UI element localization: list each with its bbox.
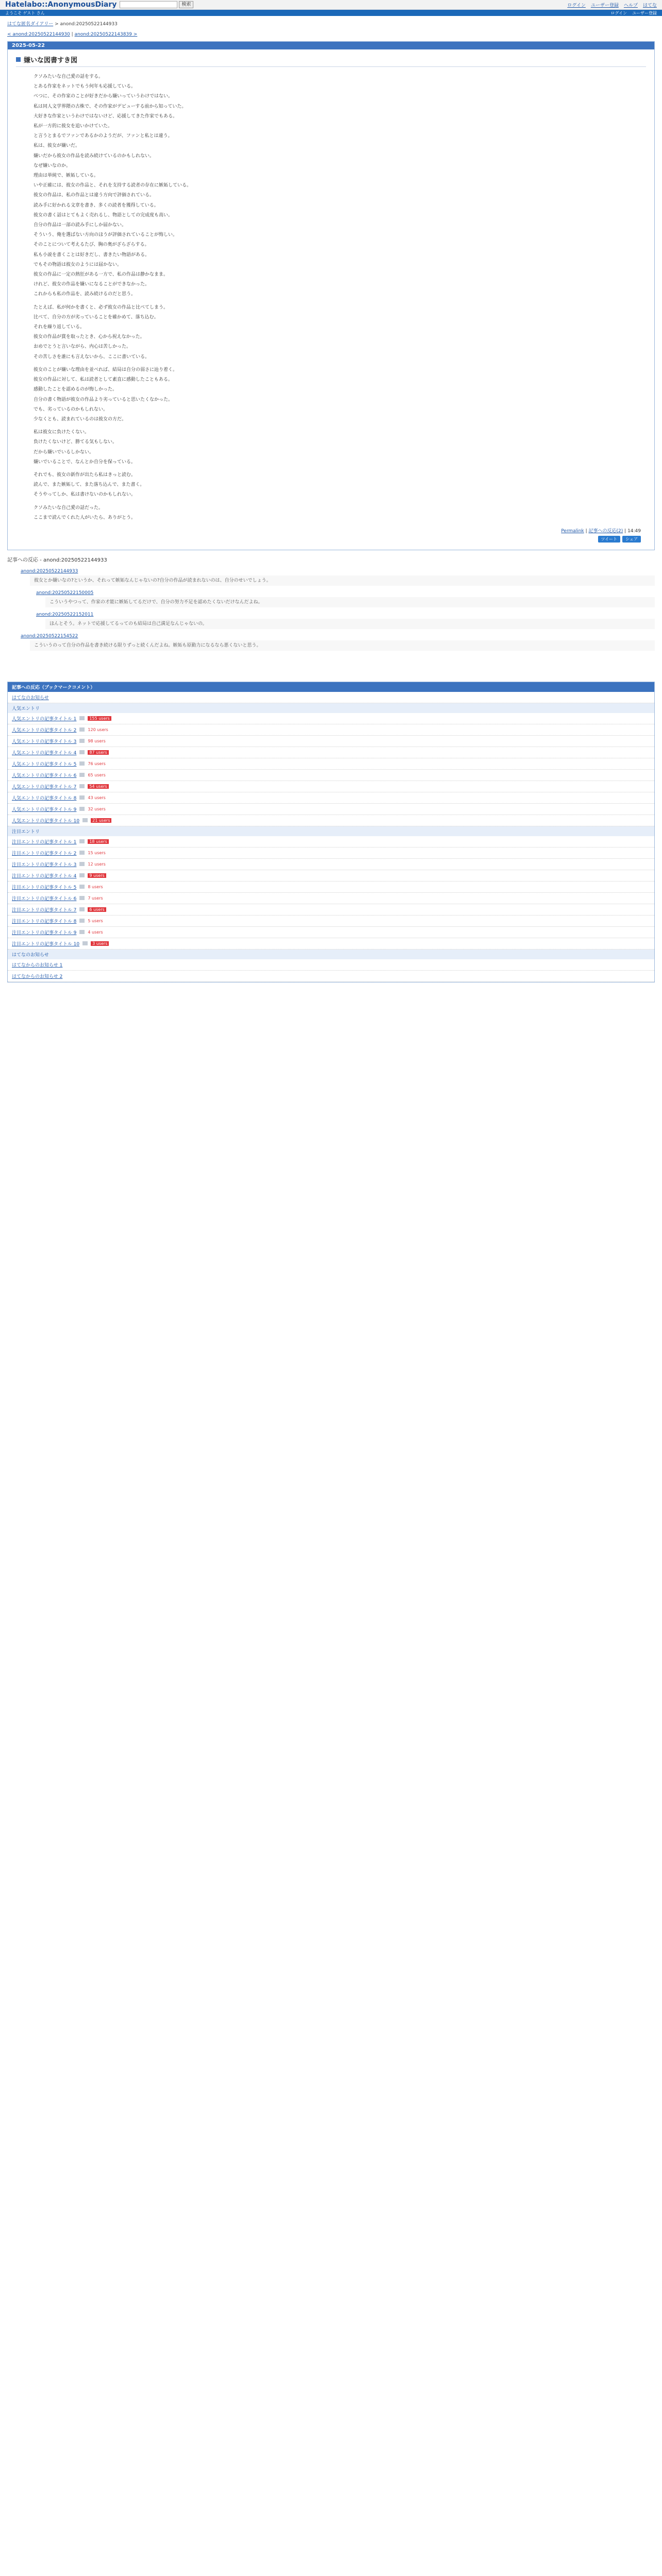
header-links — [567, 2, 657, 8]
bookmark-row-link[interactable]: 注目エントリの記事タイトル 2 — [12, 851, 77, 856]
bookmark-box-link-row — [8, 692, 654, 703]
entry-paragraph: けれど、彼女の作品を嫌いになることができなかった。 — [34, 282, 150, 287]
bookmark-icon — [82, 941, 88, 945]
register-link[interactable]: ユーザー登録 — [590, 3, 619, 8]
trackback-snippet: こういうやつって、作家の才能に嫉妬してるだけで、自分の努力不足を認めたくないだけなんだよね。 — [45, 597, 655, 607]
entry-paragraph: 負けたくないけど、勝てる気もしない。 — [34, 439, 118, 445]
bookmark-row-link[interactable]: 人気エントリの記事タイトル 6 — [12, 773, 77, 778]
trackback-title-link[interactable]: anond:20250522150005 — [36, 590, 94, 596]
welcome-text: ようこそ ゲスト さん — [5, 10, 45, 15]
trackback-item — [21, 567, 655, 586]
bookmark-icon — [79, 896, 85, 900]
bookmark-row-link[interactable]: 人気エントリの記事タイトル 9 — [12, 807, 77, 812]
bookmark-icon — [79, 851, 85, 855]
trackback-snippet: 彼女とか嫌いなの?というか、それって嫉妬なんじゃないの?自分の作品が読まれないのは、自分のせいでしょう。 — [30, 575, 655, 586]
bookmark-row — [8, 859, 654, 870]
bookmark-row — [8, 713, 654, 724]
entry-paragraph: 彼女の作品に一定の熱狂がある一方で、私の作品は静かなまま。 — [34, 272, 168, 278]
entry-paragraph: 彼女の作品に対して、私は読者として素直に感動したこともある。 — [34, 377, 173, 383]
bookmark-icon — [79, 739, 85, 743]
bookmark-icon — [79, 873, 85, 877]
bookmark-row — [8, 724, 654, 736]
bookmark-icon — [79, 761, 85, 766]
bookmark-row — [8, 747, 654, 758]
bookmark-icon — [79, 807, 85, 811]
bookmark-count[interactable]: 76 users — [88, 761, 106, 766]
next-entry-link[interactable]: anond:20250522143839 > — [74, 32, 138, 37]
bookmark-count[interactable]: 43 users — [88, 795, 106, 800]
breadcrumb-current: anond:20250522144933 — [60, 22, 118, 27]
bookmark-count[interactable]: 87 users — [88, 750, 108, 755]
news-list — [8, 959, 654, 982]
bookmark-count[interactable]: 3 users — [91, 941, 109, 946]
entry-paragraph: これからも私の作品を、読み続けるのだと思う。 — [34, 292, 136, 297]
bookmark-row — [8, 959, 654, 971]
hot-heading: 注目エントリ — [8, 826, 654, 836]
entry-paragraph: と言うとまるでファンであるかのようだが、ファンと私とは違う。 — [34, 133, 173, 139]
breadcrumb-home[interactable]: はてな匿名ダイアリー — [7, 22, 54, 27]
bookmark-row — [8, 938, 654, 950]
bookmark-count[interactable]: 120 users — [88, 727, 108, 732]
entry-paragraph: ここまで読んでくれた人がいたら、ありがとう。 — [34, 515, 136, 520]
tweet-button[interactable]: ツイート — [598, 536, 621, 543]
entry-paragraph: クソみたいな自己愛の話をする。 — [34, 74, 104, 79]
site-logo[interactable]: Hatelabo::AnonymousDiary — [5, 1, 117, 9]
trackback-title-link[interactable]: anond:20250522154522 — [21, 633, 78, 639]
entry-body — [16, 72, 646, 523]
bookmark-box-link[interactable]: はてなのお知らせ — [12, 695, 49, 701]
bookmark-row-link[interactable]: 注目エントリの記事タイトル 7 — [12, 907, 77, 913]
bookmark-row-link[interactable]: 注目エントリの記事タイトル 8 — [12, 919, 77, 924]
trackback-list — [21, 567, 655, 651]
bookmark-row-link[interactable]: 人気エントリの記事タイトル 5 — [12, 761, 77, 767]
bookmark-row-link[interactable]: 人気エントリの記事タイトル 2 — [12, 727, 77, 733]
bookmark-icon — [79, 716, 85, 720]
bookmark-row-link[interactable]: はてなからのお知らせ 1 — [12, 962, 63, 968]
bookmark-count[interactable]: 155 users — [88, 716, 111, 721]
bookmark-icon — [82, 818, 88, 822]
bookmark-count[interactable]: 9 users — [88, 873, 106, 878]
bookmark-icon — [79, 907, 85, 911]
bookmark-row-link[interactable]: 注目エントリの記事タイトル 6 — [12, 896, 77, 902]
entry-paragraph: 彼女の書く話はとてもよく売れるし、物語としての完成度も高い。 — [34, 212, 173, 218]
trackback-snippet: ほんとそう。ネットで応援してるってのも結局は自己満足なんじゃないの。 — [45, 619, 655, 629]
bookmark-row-link[interactable]: はてなからのお知らせ 2 — [12, 974, 63, 979]
bookmark-row-link[interactable]: 注目エントリの記事タイトル 5 — [12, 885, 77, 890]
entry-title-text: 嫌いな図書すき図 — [24, 57, 78, 64]
bookmark-row — [8, 770, 654, 781]
bookmark-row-link[interactable]: 人気エントリの記事タイトル 1 — [12, 716, 77, 722]
entry-paragraph: 私は、彼女が嫌いだ。 — [34, 143, 80, 149]
bookmark-row-link[interactable]: 注目エントリの記事タイトル 1 — [12, 839, 77, 845]
bookmark-row — [8, 882, 654, 893]
entry-paragraph: とある作家をネットでもう何年も応援している。 — [34, 84, 136, 90]
trackback-snippet: こういうのって自分の作品を書き続ける限りずっと続くんだよね。嫉妬も原動力になるなら悪くないと思う。 — [30, 640, 655, 651]
bookmark-icon — [79, 839, 85, 843]
permalink[interactable]: Permalink — [561, 528, 584, 534]
trackbacks-heading: 記事への反応 - anond:20250522144933 — [7, 557, 107, 563]
bookmark-row — [8, 836, 654, 848]
bookmark-row — [8, 927, 654, 938]
search-input[interactable] — [120, 1, 177, 8]
bookmark-row — [8, 792, 654, 804]
bookmark-row-link[interactable]: 人気エントリの記事タイトル 3 — [12, 739, 77, 744]
bookmark-row — [8, 971, 654, 982]
entry-paragraph: 比べて、自分の方が劣っていることを確かめて、落ち込む。 — [34, 314, 159, 320]
entry-paragraph: 嫌いでいることで、なんとか自分を保っている。 — [34, 459, 136, 465]
bookmark-icon — [79, 727, 85, 732]
subbar-login[interactable]: ログイン — [610, 10, 627, 15]
entry-paragraph: でも、劣っているのかもしれない。 — [34, 406, 108, 412]
share-button[interactable]: シェア — [622, 536, 641, 543]
help-link[interactable]: ヘルプ — [623, 3, 638, 8]
bookmark-row — [8, 736, 654, 747]
entry-time: 14:49 — [627, 528, 641, 534]
bookmark-count[interactable]: 6 users — [88, 907, 106, 912]
entry-paragraph: そういう、俺を選ばない方向のほうが評価されていることが悔しい。 — [34, 232, 178, 238]
entry-title — [16, 55, 646, 67]
entry-paragraph: なぜ嫌いなのか。 — [34, 163, 71, 168]
search-button[interactable]: 検索 — [179, 1, 193, 8]
entry — [8, 49, 654, 550]
entry-paragraph: 読んで、また嫉妬して、また落ち込んで、また書く。 — [34, 482, 145, 488]
hot-list — [8, 836, 654, 950]
subbar-register[interactable]: ユーザー登録 — [632, 10, 657, 15]
entry-paragraph: だから嫌いでいるしかない。 — [34, 449, 94, 455]
entry-paragraph: 私が一方的に彼女を追いかけていた。 — [34, 124, 113, 129]
square-bullet-icon — [16, 57, 21, 62]
bookmark-count[interactable]: 12 users — [88, 861, 106, 867]
bookmark-icon — [79, 784, 85, 788]
entry-paragraph: いや正確には、彼女の作品と、それを支持する読者の存在に嫉妬している。 — [34, 183, 192, 189]
bookmark-row-link[interactable]: 人気エントリの記事タイトル 8 — [12, 795, 77, 801]
entry-paragraph: おめでとうと言いながら、内心は苦しかった。 — [34, 344, 131, 350]
news-heading: はてなのお知らせ — [8, 950, 654, 959]
entry-paragraph: でもその物語は彼女のようには届かない。 — [34, 262, 122, 267]
bookmark-icon — [79, 862, 85, 866]
bookmark-row-link[interactable]: 注目エントリの記事タイトル 9 — [12, 930, 77, 936]
reactions-link[interactable]: 記事への反応(2) — [588, 528, 623, 534]
bookmark-row-link[interactable]: 注目エントリの記事タイトル 3 — [12, 862, 77, 868]
bookmark-row — [8, 804, 654, 815]
bookmark-count[interactable]: 65 users — [88, 772, 106, 777]
entry-paragraph: それを繰り返している。 — [34, 325, 85, 330]
bookmark-row — [8, 848, 654, 859]
sub-bar — [0, 10, 662, 16]
entry-paragraph: 嫌いだから彼女の作品を読み続けているのかもしれない。 — [34, 153, 155, 159]
bookmark-count[interactable]: 4 users — [88, 929, 103, 935]
breadcrumb — [0, 16, 662, 28]
bookmark-box — [7, 682, 655, 982]
bookmark-row-link[interactable]: 注目エントリの記事タイトル 10 — [12, 941, 80, 947]
bookmark-row — [8, 758, 654, 770]
hatena-link[interactable]: はてな — [642, 3, 657, 8]
pager-sep: | — [71, 32, 73, 37]
entry-paragraph: 自分の書く物語が彼女の作品より劣っていると思いたくなかった。 — [34, 397, 173, 402]
entry-paragraph: 理由は単純で、嫉妬している。 — [34, 173, 98, 179]
bookmark-row — [8, 781, 654, 792]
bookmark-row — [8, 870, 654, 882]
bookmark-icon — [79, 750, 85, 754]
footer-sep: | — [624, 528, 626, 534]
bookmark-row — [8, 904, 654, 916]
trackback-item — [21, 632, 655, 651]
entry-paragraph: その苦しさを誰にも言えないから、ここに書いている。 — [34, 354, 150, 360]
entry-footer — [16, 523, 646, 535]
popular-list — [8, 713, 654, 826]
bookmark-row-link[interactable]: 人気エントリの記事タイトル 10 — [12, 818, 80, 824]
entry-paragraph: 少なくとも、読まれているのは彼女の方だ。 — [34, 416, 127, 422]
bookmark-count[interactable]: 21 users — [91, 818, 111, 823]
bookmark-count[interactable]: 15 users — [88, 850, 106, 855]
entry-paragraph: そうやってしか、私は書けないのかもしれない。 — [34, 492, 136, 498]
entry-paragraph: 私も小説を書くことは好きだし、書きたい物語がある。 — [34, 252, 150, 258]
bookmark-count[interactable]: 7 users — [88, 895, 103, 901]
bookmark-icon — [79, 930, 85, 934]
bookmark-row-link[interactable]: 人気エントリの記事タイトル 4 — [12, 750, 77, 756]
bookmark-count[interactable]: 5 users — [88, 918, 103, 923]
entry-paragraph: 私は彼女に負けたくない。 — [34, 430, 90, 435]
share-buttons — [16, 535, 646, 547]
bookmark-count[interactable]: 54 users — [88, 784, 108, 789]
entry-paragraph: べつに、その作家のことが好きだから嫌いっていうわけではない。 — [34, 94, 173, 99]
bookmark-icon — [79, 795, 85, 800]
bookmark-icon — [79, 885, 85, 889]
breadcrumb-sep: > — [55, 22, 59, 27]
bookmark-row — [8, 815, 654, 826]
entry-paragraph: たとえば、私が何かを書くと、必ず彼女の作品と比べてしまう。 — [34, 304, 169, 310]
popular-heading: 人気エントリ — [8, 703, 654, 713]
bookmark-icon — [79, 919, 85, 923]
bookmark-count[interactable]: 18 users — [88, 839, 108, 844]
entry-paragraph: 大好きな作家というわけではないけど、応援してきた作家でもある。 — [34, 113, 178, 119]
entry-paragraph: 自分の作品は一部の読み手にしか届かない。 — [34, 223, 127, 228]
bookmark-row — [8, 893, 654, 904]
header-bar — [0, 0, 662, 10]
entry-paragraph: それでも、彼女の新作が出たら私はきっと読む。 — [34, 472, 136, 478]
footer-sep: | — [585, 528, 587, 534]
bookmark-count[interactable]: 32 users — [88, 806, 106, 811]
entry-paragraph: クソみたいな自己愛の話だった。 — [34, 505, 104, 511]
trackback-title-link[interactable]: anond:20250522152011 — [36, 612, 94, 617]
entry-paragraph: 彼女の作品は、私の作品とは違う方向で評価されている。 — [34, 193, 155, 198]
bookmark-count[interactable]: 98 users — [88, 738, 106, 743]
entry-paragraph: 感動したことを認めるのが悔しかった。 — [34, 387, 118, 393]
prev-entry-link[interactable]: < anond:20250522144930 — [7, 32, 70, 37]
bookmark-row — [8, 916, 654, 927]
entry-paragraph: 彼女の作品が賞を取ったとき、心から祝えなかった。 — [34, 334, 145, 340]
day-header: 2025-05-22 — [8, 42, 654, 49]
trackback-item — [36, 589, 655, 607]
entry-paragraph: 読み手に好かれる文章を書き、多くの読者を獲得している。 — [34, 202, 159, 208]
bookmark-row-link[interactable]: 注目エントリの記事タイトル 4 — [12, 873, 77, 879]
trackback-item — [36, 611, 655, 629]
bookmark-count[interactable]: 8 users — [88, 884, 103, 889]
login-link[interactable]: ログイン — [567, 3, 586, 8]
pager — [0, 28, 662, 41]
bookmark-box-header: 記事への反応（ブックマークコメント） — [8, 682, 654, 692]
bookmark-row-link[interactable]: 人気エントリの記事タイトル 7 — [12, 784, 77, 790]
bookmark-icon — [79, 773, 85, 777]
entry-paragraph: 私は同人文学界隈の古株で、その作家がデビューする前から知っていた。 — [34, 104, 187, 109]
diary-container — [7, 41, 655, 550]
entry-paragraph: 彼女のことが嫌いな理由を並べれば、結局は自分の弱さに辿り着く。 — [34, 367, 177, 372]
entry-paragraph: そのことについて考えるたび、胸の奥がざらざらする。 — [34, 242, 150, 248]
trackback-title-link[interactable]: anond:20250522144933 — [21, 568, 78, 574]
